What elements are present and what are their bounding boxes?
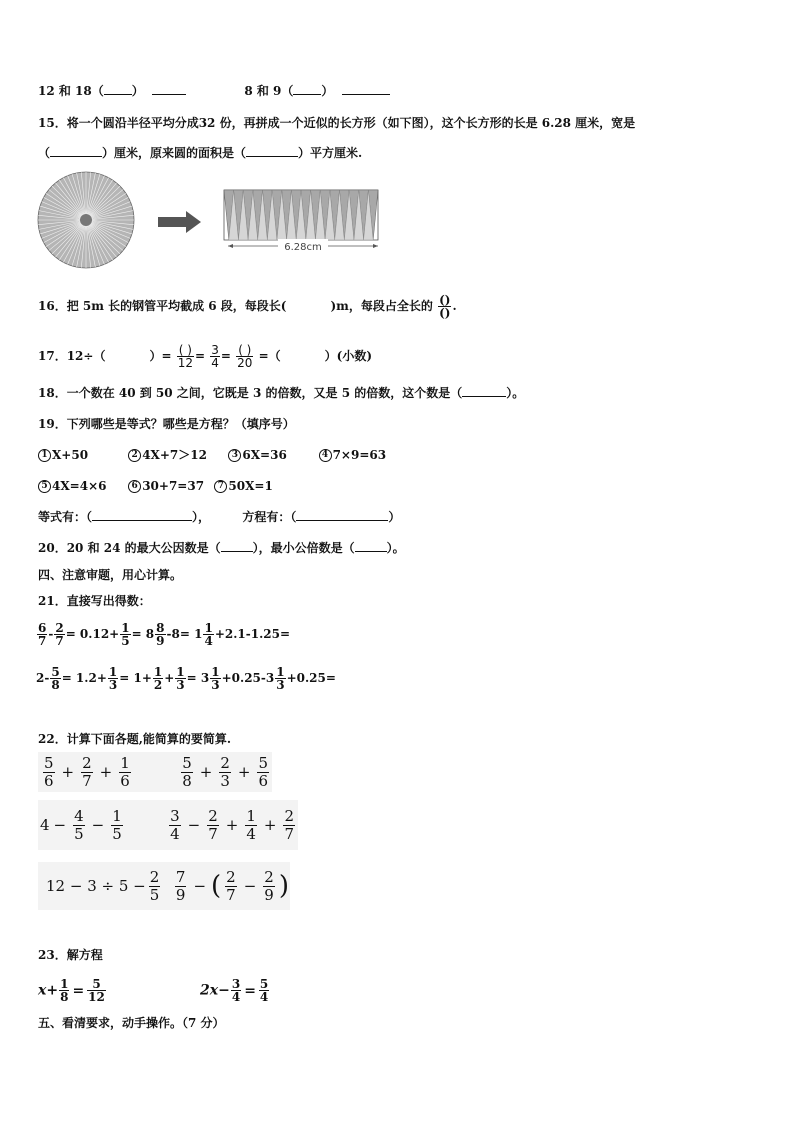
q19-answer-line: 等式有：（ ）， 方程有：（ ） (38, 510, 401, 524)
q18-blank[interactable] (462, 384, 506, 397)
q19-item-4: 4 7×9=63 (319, 448, 387, 462)
section-4-heading: 四、注意审题，用心计算。 (38, 568, 183, 582)
q15-figure (34, 170, 384, 270)
q20-line: 20．20 和 24 的最大公因数是（ ），最小公倍数是（ ）。 (38, 541, 405, 555)
q16-line: 16．把 5m 长的钢管平均截成 6 段，每段长( )m，每段占全长的 $\frac{()}{()}$ . (38, 293, 457, 320)
q17-line: 17．12÷（ ）= $\frac{( )}{12}$ = $\frac{3}{4}$ = $\frac{( )}{20}$ =（ ）(小数) (38, 343, 373, 370)
q15-line-1: 15．将一个圆沿半径平均分成32 份，再拼成一个近似的长方形（如下图），这个长方形的长是 6.28 厘米，宽是 (38, 116, 636, 130)
q22-expr-6: $\frac{7}{9}$ (175, 867, 186, 904)
q19-item-2: 2 4X+7＞12 (128, 446, 224, 464)
q14-line: 12 和 18（ ） 8 和 9（ ） (38, 82, 390, 100)
q21-row-1: $\frac{6}{7}$ - $\frac{2}{7}$ = 0.12+ $\frac{1}{5}$ = 8 $\frac{8}{9}$ -8= 1 $\frac{1}{4}$ +2.1-1.25= (38, 621, 291, 648)
q19-equalities-blank[interactable] (92, 508, 192, 521)
q15-blank-2[interactable] (246, 144, 298, 157)
q16-fraction[interactable]: $\frac{()}{()}$ (439, 293, 451, 320)
q23-title: 23．解方程 (38, 948, 103, 962)
q14-blank-2[interactable] (152, 82, 186, 95)
q19-title: 19．下列哪些是等式？哪些是方程？（填序号） (38, 417, 295, 431)
q19-row-2 (38, 477, 273, 495)
dim-arrow-left-icon (228, 244, 233, 248)
q22-expr-1: $\frac{5}{6}$ + $\frac{2}{7}$ + $\frac{1}{6}$ $\frac{5}{8}$ + $\frac{2}{3}$ + $\frac{5}{6}$ (38, 752, 272, 792)
q15-blank-1[interactable] (50, 144, 102, 157)
q21-row-2: 2- $\frac{5}{8}$ = 1.2+ $\frac{1}{3}$ = 1+ $\frac{1}{2}$ + $\frac{1}{3}$ = 3 $\frac{1}{3}$ +0.25-3 $\frac{1}{3}$ +0.25= (36, 665, 336, 692)
dim-arrow-right-icon (373, 244, 378, 248)
rect-length-label: 6.28cm (284, 242, 322, 253)
q15-line-2: （ ）厘米，原来圆的面积是（ ）平方厘米. (38, 146, 363, 160)
q22-expr-4: $\frac{3}{4}$ (170, 806, 180, 843)
q17-fraction-2: $\frac{3}{4}$ (211, 343, 219, 370)
q17-fraction-1[interactable]: $\frac{( )}{12}$ (177, 343, 193, 370)
approx-rectangle-diagram (224, 190, 378, 240)
q22-expr-3: 4 − $\frac{4}{5}$ − $\frac{1}{5}$ $\frac{3}{4}$ − $\frac{2}{7}$ + $\frac{1}{4}$ + $\frac{2}{7}$ (38, 800, 298, 850)
q19-item-1: 1 X+50 (38, 446, 124, 464)
q22-expr-2: $\frac{5}{8}$ (182, 753, 192, 790)
q22-expr-5: 12 − 3 ÷ 5 − $\frac{2}{5}$ $\frac{7}{9}$ − ( $\frac{2}{7}$ − $\frac{2}{9}$ ) (38, 862, 290, 910)
right-arrow-icon (158, 211, 201, 233)
q19-item-3: 3 6X=36 (228, 446, 314, 464)
q23-equation-2: 2x− $\frac{3}{4}$ = $\frac{5}{4}$ (200, 977, 269, 1004)
q19-item-7: 7 50X=1 (214, 479, 272, 493)
q19-row-1 (38, 446, 386, 464)
q23-equation-1: x+ $\frac{1}{8}$ = $\frac{5}{12}$ (38, 977, 105, 1004)
q22-title: 22．计算下面各题,能简算的要简算. (38, 732, 232, 746)
q19-equations-blank[interactable] (296, 508, 388, 521)
q14-blank-4[interactable] (342, 82, 390, 95)
q17-fraction-3[interactable]: $\frac{( )}{20}$ (237, 343, 253, 370)
q21-title: 21．直接写出得数： (38, 594, 151, 608)
q14-blank-1[interactable] (104, 82, 132, 95)
q18-line: 18．一个数在 40 到 50 之间，它既是 3 的倍数，又是 5 的倍数，这个数是（ ）。 (38, 386, 525, 400)
section-5-heading: 五、看清要求，动手操作。（7 分） (38, 1016, 225, 1030)
q19-item-5: 5 4X=4×6 (38, 477, 124, 495)
q20-blank-1[interactable] (221, 539, 253, 552)
sectored-circle-diagram (38, 172, 134, 268)
q19-item-6: 6 30+7=37 (128, 477, 210, 495)
q14-blank-3[interactable] (293, 82, 321, 95)
q20-blank-2[interactable] (355, 539, 387, 552)
